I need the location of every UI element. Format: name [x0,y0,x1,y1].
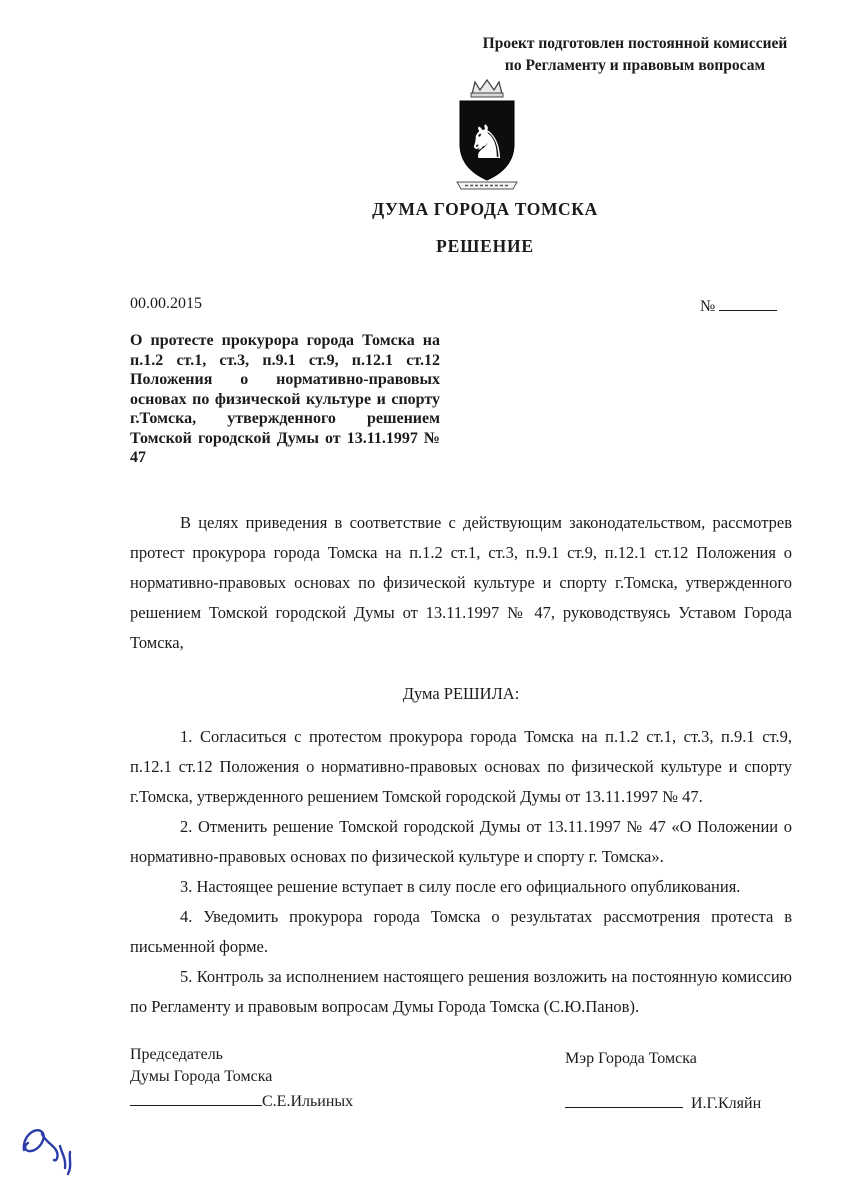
resolution-item-3: 3. Настоящее решение вступает в силу после его официального опубликования. [180,877,741,896]
handwritten-blue-signature [16,1116,80,1187]
number-label: № [700,298,716,315]
document-type-heading: РЕШЕНИЕ [436,236,534,256]
organization-name: ДУМА ГОРОДА ТОМСКА [372,199,598,219]
document-date: 00.00.2015 [130,295,202,312]
resolved-heading: Дума РЕШИЛА: [402,684,520,703]
horse-icon: ♞ [466,115,508,169]
document-title: О протесте прокурора города Томска на п.1.2 ст.1, ст.3, п.9.1 ст.9, п.12.1 ст.12 Положения о нормативно-правовых основах по физической культуре и спорту г.Томска, утвержденного решением Томской городской Думы от 13.11.1997 № 47 [130,332,440,466]
chairman-title-line2: Думы Города Томска [130,1068,273,1085]
signature-stroke [24,1130,70,1174]
resolution-item-4: 4. Уведомить прокурора города Томска о результатах рассмотрения протеста в письменной форме. [130,907,792,956]
mayor-name: И.Г.Кляйн [691,1095,762,1112]
tomsk-coat-of-arms [452,76,522,192]
mayor-title: Мэр Города Томска [565,1050,697,1067]
resolution-item-5: 5. Контроль за исполнением настоящего решения возложить на постоянную комиссию по Регламенту и правовым вопросам Думы Города Томска (С.Ю.Панов). [130,967,792,1016]
preamble-paragraph: В целях приведения в соответствие с действующим законодательством, рассмотрев протест прокурора города Томска на п.1.2 ст.1, ст.3, п.9.1 ст.9, п.12.1 ст.12 Положения о нормативно-правовых основах по физической культуре и спорту г.Томска, утвержденного решением Томской городской Думы от 13.11.1997 № 47, руководствуясь Уставом Города Томска, [130,513,792,652]
prepared-by-note [446,33,824,78]
document-number-field [700,295,777,316]
crown-icon [471,80,503,97]
resolution-item-1: 1. Согласиться с протестом прокурора города Томска на п.1.2 ст.1, ст.3, п.9.1 ст.9, п.12.1 ст.12 Положения о нормативно-правовых основах по физической культуре и спорту г.Томска, утвержденного решением Томской городской Думы от 13.11.1997 № 47. [130,727,792,806]
coat-of-arms-graphic [452,76,522,192]
resolution-items [130,722,792,1022]
mayor-signature-line [565,1092,683,1108]
prepared-by-line2: по Регламенту и правовым вопросам [504,57,766,75]
chairman-name: С.Е.Ильиных [262,1093,354,1110]
chairman-signature-line [130,1090,262,1106]
chairman-title-line1: Председатель [130,1046,223,1063]
number-blank-line [719,295,777,311]
signature-block-chairman [130,1044,353,1113]
prepared-by-line1: Проект подготовлен постоянной комиссией [482,35,788,52]
resolution-item-2: 2. Отменить решение Томской городской Думы от 13.11.1997 № 47 «О Положении о нормативно-правовых основах по физической культуре и спорту г. Томска». [130,817,792,866]
signature-block-mayor [565,1048,761,1115]
motto-ribbon [457,182,517,189]
